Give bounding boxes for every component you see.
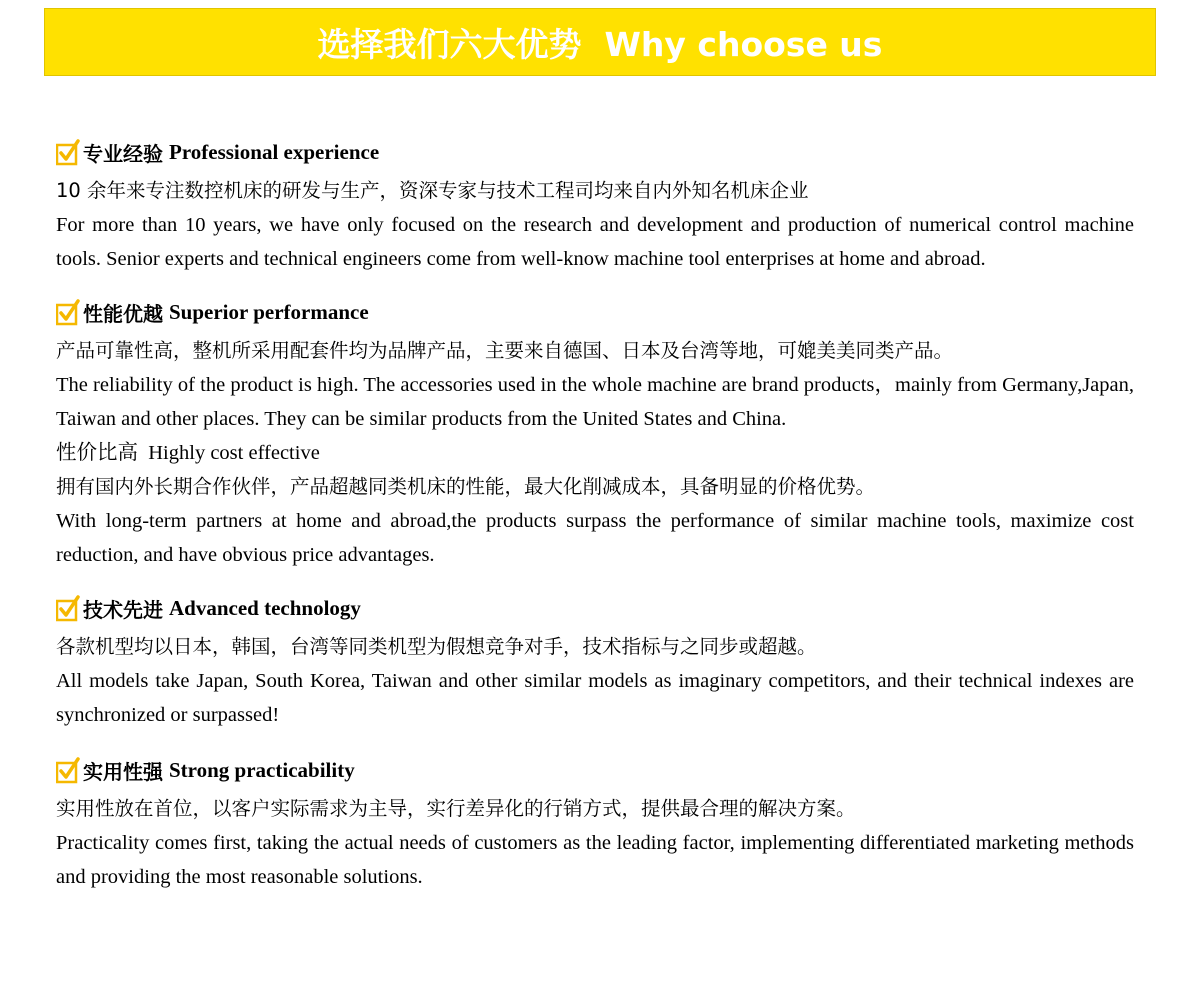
heading-en: Advanced technology	[169, 595, 361, 620]
section-heading	[56, 132, 1134, 172]
sub-heading: 性价比高 Highly cost effective	[56, 442, 320, 464]
section-superior-performance	[56, 292, 1134, 572]
section-heading	[56, 588, 1134, 628]
heading-en: Superior performance	[169, 299, 369, 324]
heading-zh: 性能优越	[83, 301, 163, 326]
body-zh: 10 余年来专注数控机床的研发与生产，资深专家与技术工程司均来自内外知名机床企业	[56, 179, 809, 202]
section-heading	[56, 292, 1134, 332]
title-banner	[44, 8, 1156, 76]
body-en: For more than 10 years, we have only focused on the research and development and production of numerical control machine tools. Senior experts and technical engineers come from well-know machine tool enterprises at home and abroad.	[56, 214, 1134, 270]
section-advanced-technology	[56, 588, 1134, 732]
section-strong-practicability	[56, 750, 1134, 894]
banner-title: 选择我们六大优势 Why choose us	[317, 24, 883, 64]
section-professional-experience	[56, 132, 1134, 276]
checkbox-checked-icon	[56, 756, 80, 784]
heading-zh: 专业经验	[83, 141, 163, 166]
body-zh: 产品可靠性高，整机所采用配套件均为品牌产品，主要来自德国、日本及台湾等地，可媲美美同类产品。	[56, 339, 954, 362]
sub-body-en: With long-term partners at home and abroad,the products surpass the performance of similar machine tools, maximize cost reduction, and have obvious price advantages.	[56, 510, 1134, 566]
checkbox-checked-icon	[56, 138, 80, 166]
heading-zh: 实用性强	[83, 759, 163, 784]
section-heading	[56, 750, 1134, 790]
checkbox-checked-icon	[56, 594, 80, 622]
heading-zh: 技术先进	[83, 597, 163, 622]
body-zh: 各款机型均以日本，韩国，台湾等同类机型为假想竞争对手，技术指标与之同步或超越。	[56, 635, 817, 658]
body-en: The reliability of the product is high. The accessories used in the whole machine are brand products，mainly from Germany,Japan, Taiwan and other places. They can be similar products from the United States and China.	[56, 374, 1134, 430]
checkbox-checked-icon	[56, 298, 80, 326]
heading-en: Strong practicability	[169, 757, 355, 782]
sub-body-zh: 拥有国内外长期合作伙伴，产品超越同类机床的性能，最大化削减成本，具备明显的价格优势。	[56, 475, 876, 498]
heading-en: Professional experience	[169, 139, 380, 164]
body-zh: 实用性放在首位，以客户实际需求为主导，实行差异化的行销方式，提供最合理的解决方案。	[56, 797, 856, 820]
body-en: All models take Japan, South Korea, Taiwan and other similar models as imaginary competitors, and their technical indexes are synchronized or surpassed!	[56, 670, 1134, 726]
advantages-content	[56, 132, 1134, 908]
body-en: Practicality comes first, taking the actual needs of customers as the leading factor, implementing differentiated marketing methods and providing the most reasonable solutions.	[56, 832, 1134, 888]
